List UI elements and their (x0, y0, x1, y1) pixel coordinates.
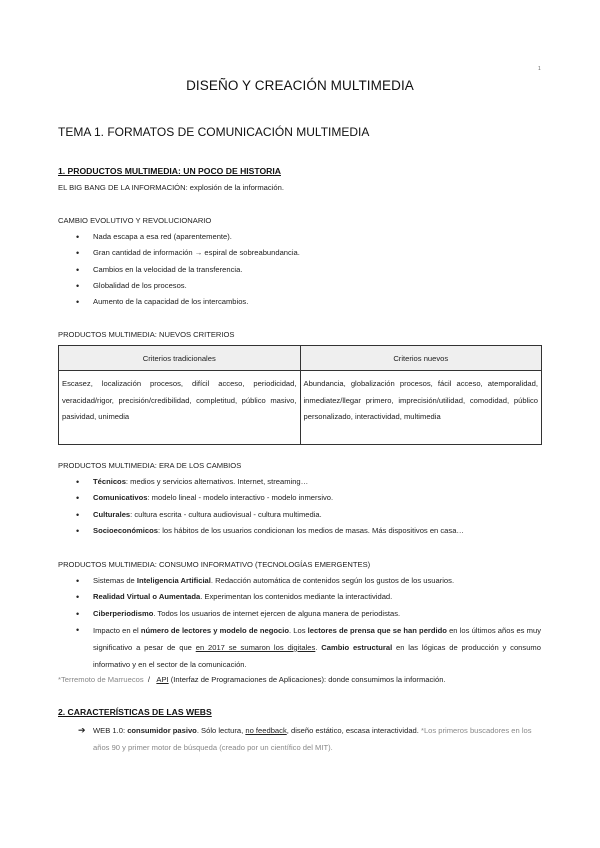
list-item: • Impacto en el número de lectores y modelo de negocio. Los lectores de prensa que se han perdido en los últimos años es muy significativo a pesar de que en 2017 se sumaron los digitales. Cambio estructural en las lógicas de producción y consumo informativo y en el sector de la comunicación. (58, 622, 541, 673)
footnote-line: *Terremoto de Marruecos / API (Interfaz de Programaciones de Aplicaciones): donde consumimos la información. (58, 675, 446, 684)
table-cell-traditional: Escasez, localización procesos, difícil acceso, periodicidad, veracidad/rigor, precisión/credibilidad, completitud, público masivo, pasividad, unimedia (59, 371, 301, 445)
document-title: DISEÑO Y CREACIÓN MULTIMEDIA (186, 78, 414, 93)
list-item: • Ciberperiodismo. Todos los usuarios de internet ejercen de alguna manera de periodistas. (58, 606, 541, 622)
list-item: • Aumento de la capacidad de los intercambios. (58, 294, 300, 310)
list-item: • Comunicativos: modelo lineal - modelo interactivo - modelo inmersivo. (58, 490, 464, 506)
web-1-item: ➔ WEB 1.0: consumidor pasivo. Sólo lectura, no feedback, diseño estático, escasa interactividad. *Los primeros buscadores en los años 90 y primer motor de búsqueda (creado por un científico del MIT). (78, 722, 548, 756)
section-2-heading: 2. CARACTERÍSTICAS DE LAS WEBS (58, 707, 212, 717)
list-item: • Culturales: cultura escrita - cultura audiovisual - cultura multimedia. (58, 507, 464, 523)
list-item: • Gran cantidad de información → espiral de sobreabundancia. (58, 245, 300, 261)
page-number: 1 (538, 66, 541, 72)
table-header-new: Criterios nuevos (300, 346, 542, 371)
consumo-heading: PRODUCTOS MULTIMEDIA: CONSUMO INFORMATIVO (TECNOLOGÍAS EMERGENTES) (58, 560, 371, 569)
criterios-table (58, 345, 542, 445)
table-header-traditional: Criterios tradicionales (59, 346, 301, 371)
arrow-icon: ➔ (78, 725, 86, 735)
list-item: • Realidad Virtual o Aumentada. Experimentan los contenidos mediante la interactividad. (58, 589, 541, 605)
cambio-heading: CAMBIO EVOLUTIVO Y REVOLUCIONARIO (58, 216, 212, 225)
list-item: • Sistemas de Inteligencia Artificial. Redacción automática de contenidos según los gustos de los usuarios. (58, 573, 541, 589)
table-cell-new: Abundancia, globalización procesos, fácil acceso, atemporalidad, inmediatez/llegar primero, imprecisión/utilidad, comodidad, público personalizado, interactividad, multimedia (300, 371, 542, 445)
era-list (58, 474, 464, 539)
big-bang-line: EL BIG BANG DE LA INFORMACIÓN: explosión de la información. (58, 183, 284, 192)
topic-heading: TEMA 1. FORMATOS DE COMUNICACIÓN MULTIMEDIA (58, 125, 370, 139)
list-item: • Socioeconómicos: los hábitos de los usuarios condicionan los medios de masas. Más dispositivos en casa… (58, 523, 464, 539)
era-heading: PRODUCTOS MULTIMEDIA: ERA DE LOS CAMBIOS (58, 461, 242, 470)
list-item: • Cambios en la velocidad de la transferencia. (58, 262, 300, 278)
criterios-heading: PRODUCTOS MULTIMEDIA: NUEVOS CRITERIOS (58, 330, 235, 339)
api-link[interactable]: API (156, 675, 169, 684)
cambio-list (58, 229, 300, 310)
list-item: • Técnicos: medios y servicios alternativos. Internet, streaming… (58, 474, 464, 490)
list-item: • Nada escapa a esa red (aparentemente). (58, 229, 300, 245)
list-item: • Globalidad de los procesos. (58, 278, 300, 294)
section-1-heading: 1. PRODUCTOS MULTIMEDIA: UN POCO DE HISTORIA (58, 166, 281, 176)
consumo-list (58, 573, 541, 673)
